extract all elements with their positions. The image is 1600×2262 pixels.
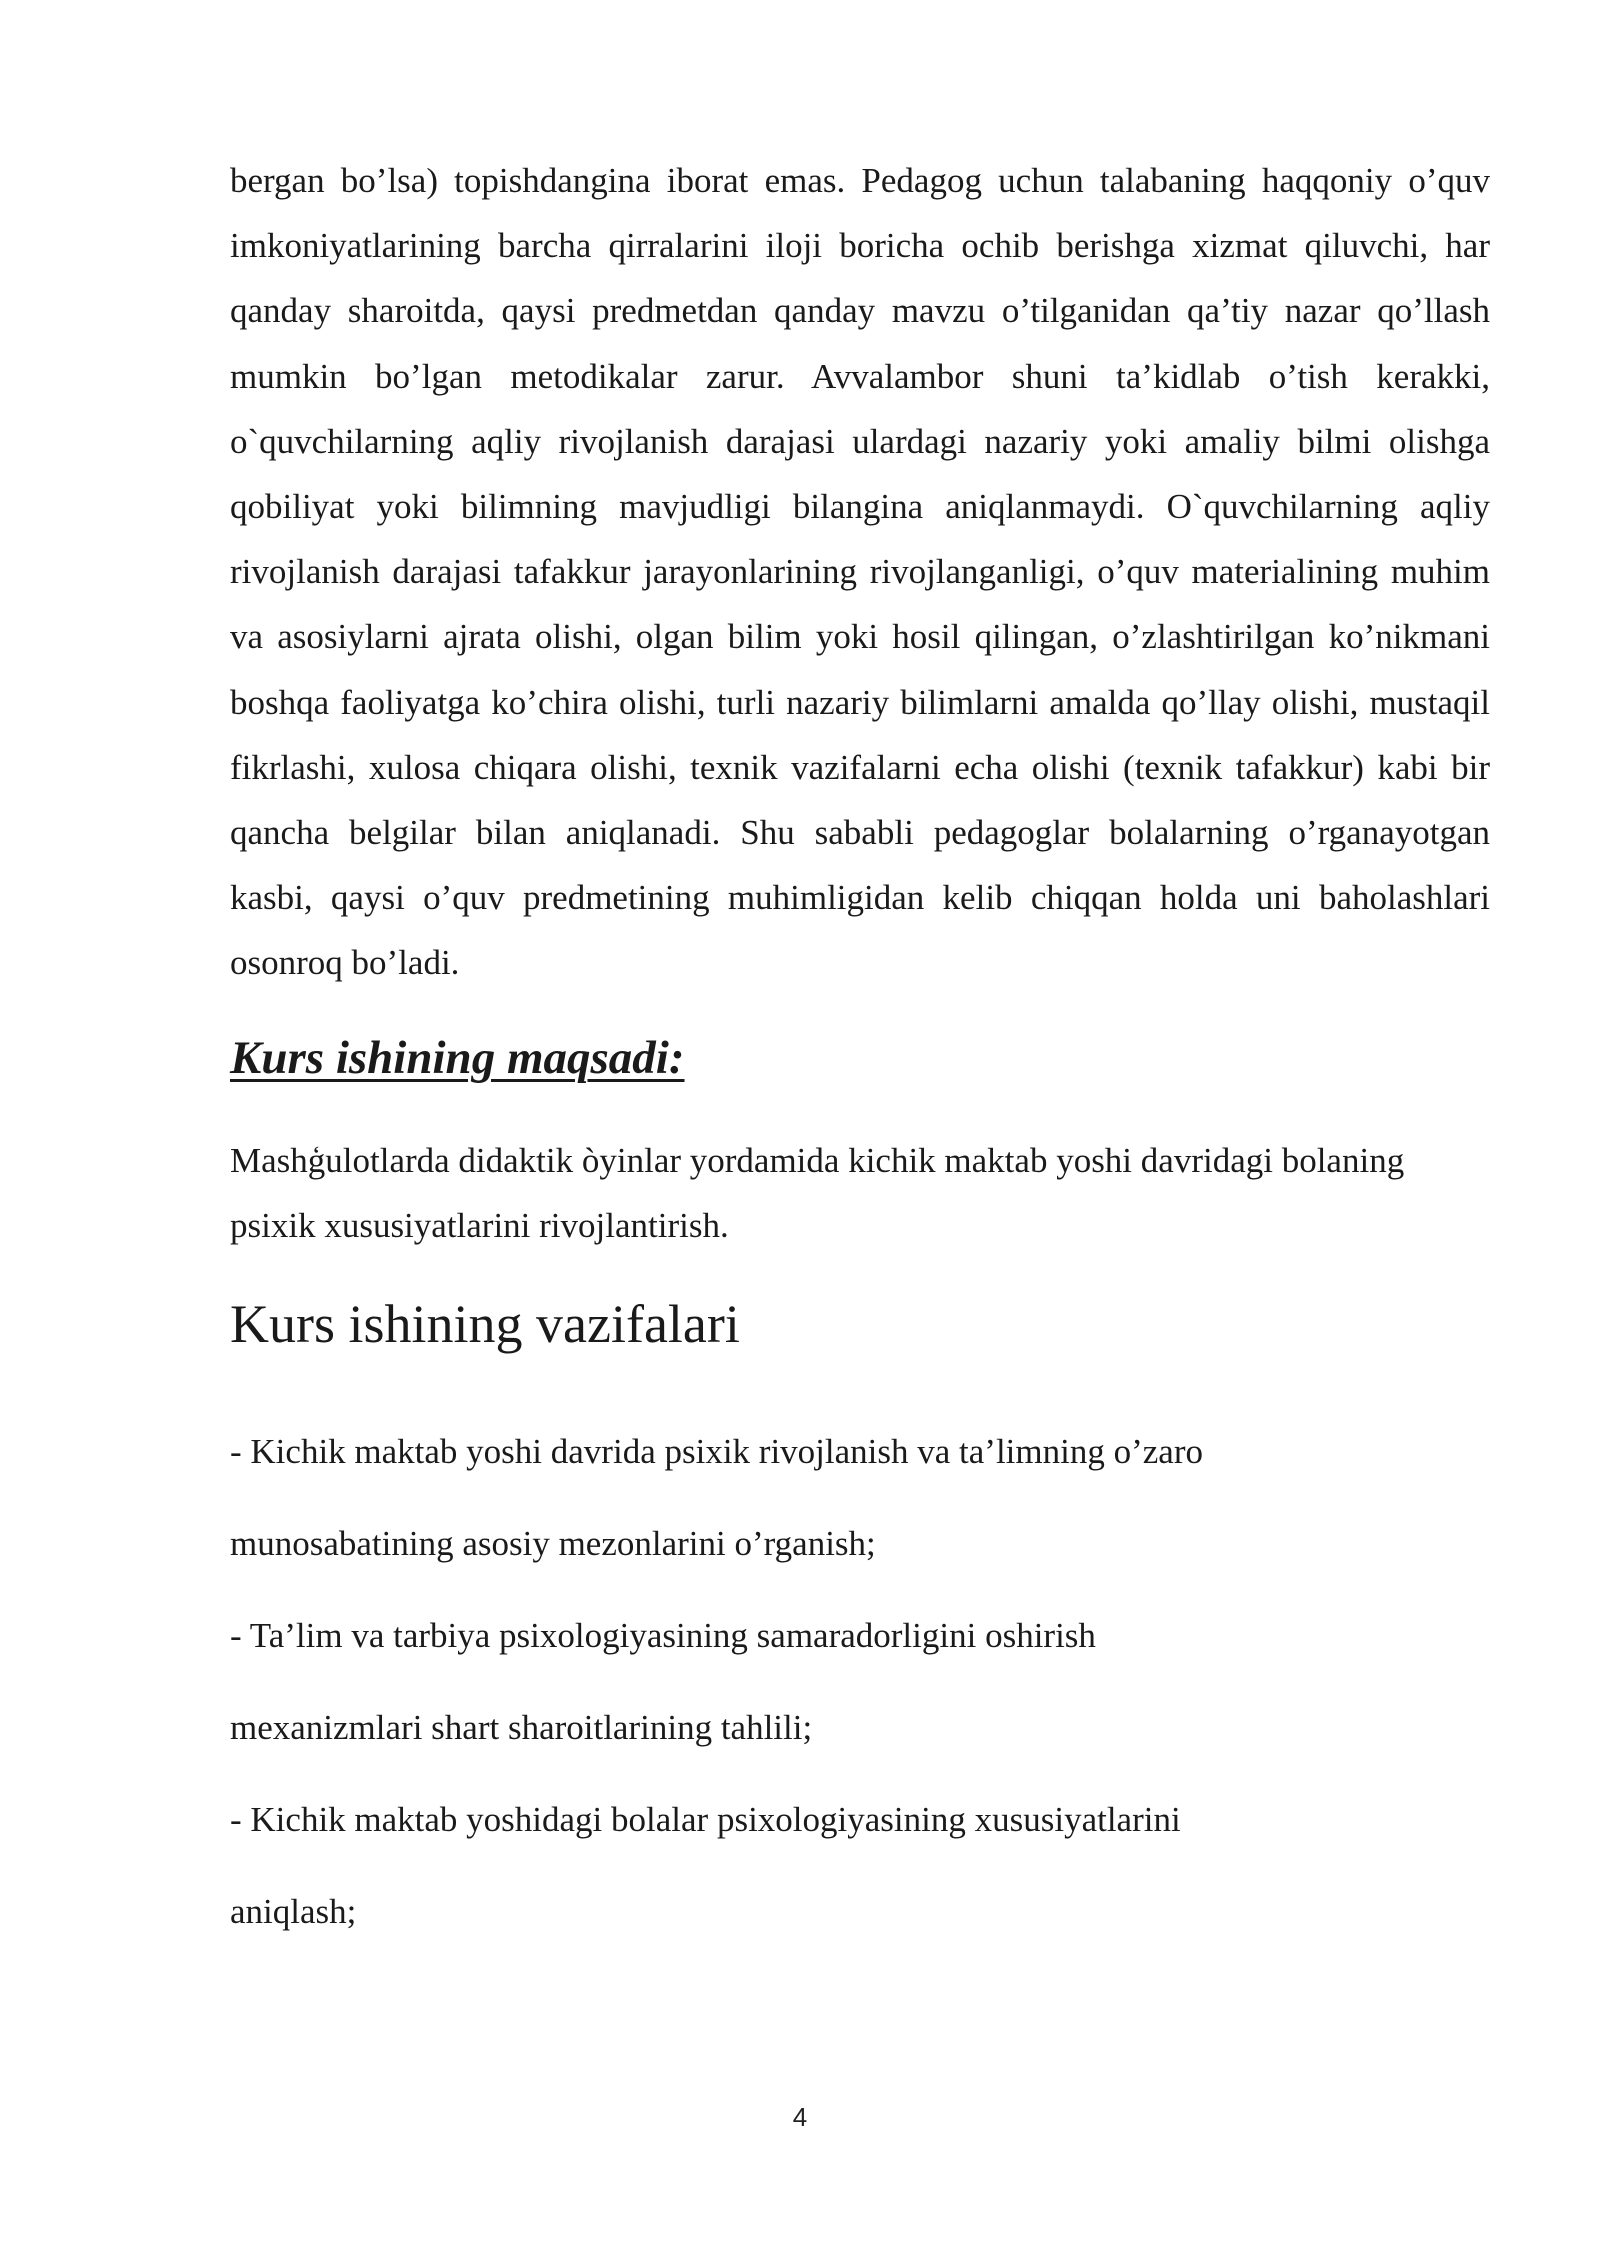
task-line: - Kichik maktab yoshidagi bolalar psixologiyasining xususiyatlarini — [230, 1799, 1181, 1839]
page-content — [230, 148, 1490, 1958]
task-line: mexanizmlari shart sharoitlarining tahlili; — [230, 1707, 813, 1747]
intro-paragraph: bergan bo’lsa) topishdangina iborat emas. Pedagog uchun talabaning haqqoniy o’quv imkoniyatlarining barcha qirralarini iloji boricha ochib berishga xizmat qiluvchi, har qanday sharoitda, qaysi predmetdan qanday mavzu o’tilganidan qa’tiy nazar qo’llash mumkin bo’lgan metodikalar zarur. Avvalambor shuni ta’kidlab o’tish kerakki, o`quvchilarning aqliy rivojlanish darajasi ulardagi nazariy yoki amaliy bilmi olishga qobiliyat yoki bilimning mavjudligi bilangina aniqlanmaydi. O`quvchilarning aqliy rivojlanish darajasi tafakkur jarayonlarining rivojlanganligi, o’quv materialining muhim va asosiylarni ajrata olishi, olgan bilim yoki hosil qilingan, o’zlashtirilgan ko’nikmani boshqa faoliyatga ko’chira olishi, turli nazariy bilimlarni amalda qo’llay olishi, mustaqil fikrlashi, xulosa chiqara olishi, texnik vazifalarni echa olishi (texnik tafakkur) kabi bir qancha belgilar bilan aniqlanadi. Shu sababli pedagoglar bolalarning o’rganayotgan kasbi, qaysi o’quv predmetining muhimligidan kelib chiqqan holda uni baholashlari osonroq bo’ladi. — [230, 161, 1490, 983]
tasks-heading: Kurs ishining vazifalari — [230, 1293, 740, 1354]
goal-text: Mashģulotlarda didaktik òyinlar yordamida kichik maktab yoshi davridagi bolaning psixik xususiyatlarini rivojlantirish. — [230, 1140, 1405, 1245]
task-line: - Ta’lim va tarbiya psixologiyasining samaradorligini oshirish — [230, 1615, 1096, 1655]
task-line: munosabatining asosiy mezonlarini o’rganish; — [230, 1523, 876, 1563]
page-number: 4 — [792, 2102, 808, 2132]
goal-heading: Kurs ishining maqsadi: — [230, 1031, 685, 1084]
task-line: - Kichik maktab yoshi davrida psixik rivojlanish va ta’limning o’zaro — [230, 1431, 1203, 1471]
tasks-list — [230, 1406, 1490, 1958]
task-line: aniqlash; — [230, 1891, 357, 1931]
